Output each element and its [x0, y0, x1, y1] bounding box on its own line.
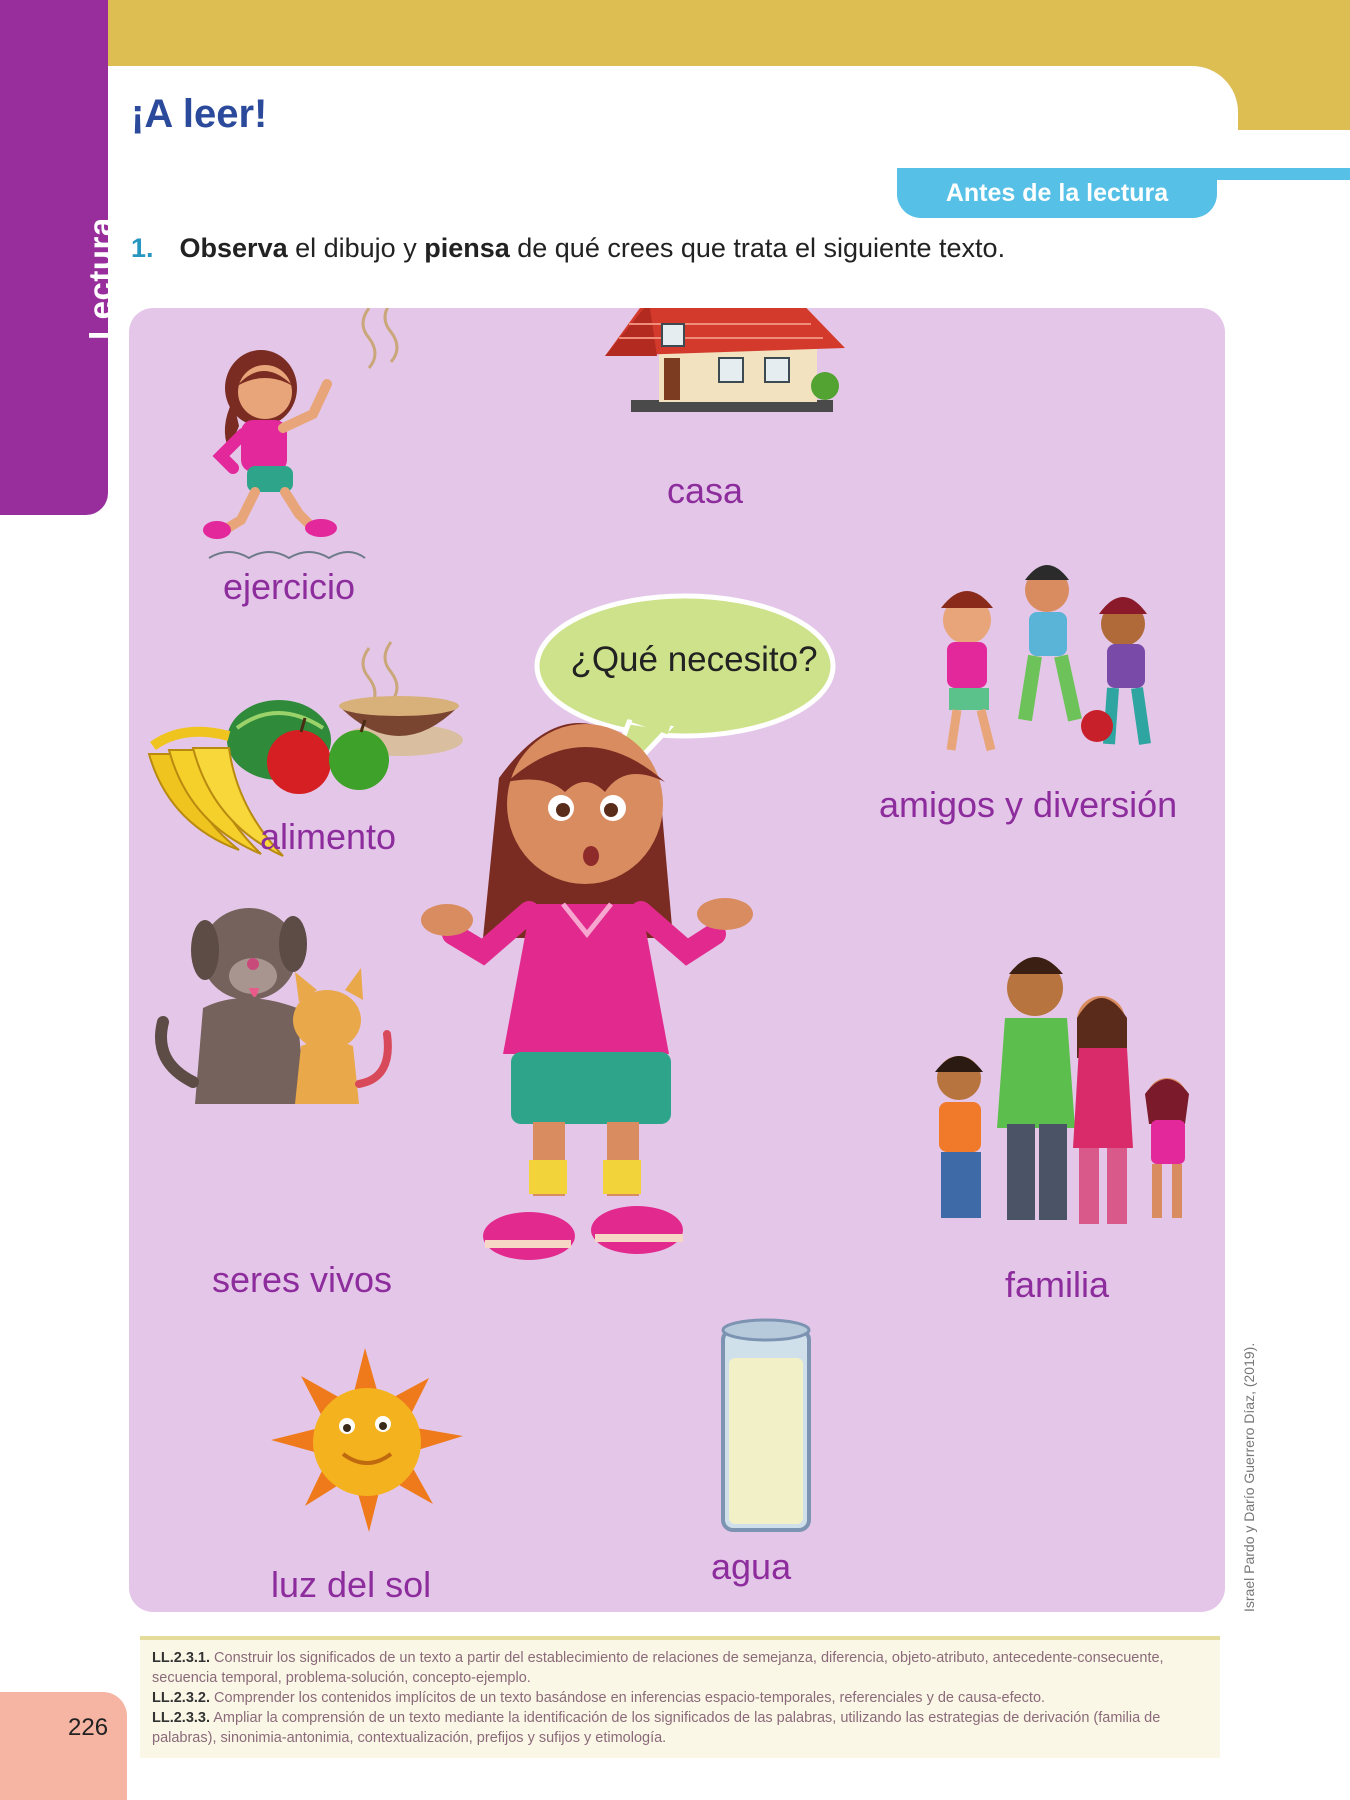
skill-code: LL.2.3.1.: [152, 1650, 211, 1666]
instruction-text-2: de qué crees que trata el siguiente texto.: [509, 233, 1006, 263]
pets-illustration: [161, 908, 388, 1104]
section-banner-line: [1210, 168, 1350, 180]
label-seres-vivos: seres vivos: [212, 1259, 393, 1300]
section-banner: Antes de la lectura: [897, 168, 1217, 218]
instruction-number: 1.: [131, 233, 154, 263]
instruction-verb-observa: Observa: [179, 233, 288, 263]
thinking-girl-illustration: [421, 723, 753, 1260]
illustration-panel: [129, 308, 1225, 1612]
skill-code: LL.2.3.2.: [152, 1690, 211, 1706]
instruction-verb-piensa: piensa: [424, 233, 510, 263]
skill-text: Comprender los contenidos implícitos de un texto basándose en inferencias espacio-temporales, referenciales y de causa-efecto.: [210, 1690, 1046, 1706]
instruction-text-1: el dibujo y: [287, 233, 425, 263]
skill-item: [152, 1688, 1208, 1708]
label-familia: familia: [1005, 1264, 1110, 1305]
label-amigos-y-diversion: amigos y diversión: [879, 784, 1178, 825]
skill-text: Ampliar la comprensión de un texto mediante la identificación de los significados de las palabras, utilizando las estrategias de derivación (familia de palabras), sinonimia-antonimia, contextualización, prefijos y sufijos y etimología.: [152, 1710, 1161, 1746]
label-luz-del-sol: luz del sol: [271, 1564, 432, 1605]
food-illustration: [363, 308, 397, 368]
skill-item: [152, 1708, 1208, 1748]
sun-illustration: [271, 1348, 463, 1532]
page-number: 226: [68, 1714, 109, 1741]
section-side-tab-label: Lectura: [82, 217, 119, 340]
friends-illustration: [941, 565, 1147, 750]
page-title: ¡A leer!: [131, 92, 268, 136]
label-agua: agua: [711, 1546, 792, 1587]
skill-text: Construir los significados de un texto a partir del establecimiento de relaciones de semejanza, diferencia, objeto-atributo, antecedente-consecuente, secuencia temporal, problema-solución, concepto-ejemplo.: [152, 1650, 1164, 1686]
glass-illustration: [723, 1320, 809, 1530]
illustration-credit: Israel Pardo y Darío Guerrero Díaz, (2019).: [1241, 1342, 1257, 1612]
speech-bubble-text: ¿Qué necesito?: [570, 640, 818, 679]
label-ejercicio: ejercicio: [223, 566, 356, 607]
skill-item: [152, 1648, 1208, 1688]
label-alimento: alimento: [260, 816, 397, 857]
skills-footer: [140, 1636, 1220, 1758]
house-illustration: [605, 308, 845, 412]
family-illustration: [935, 957, 1189, 1224]
activity-instruction: [131, 233, 1005, 264]
page-number-box: [0, 1692, 127, 1800]
running-girl-illustration: [203, 350, 365, 558]
skill-code: LL.2.3.3.: [152, 1710, 211, 1726]
label-casa: casa: [667, 470, 744, 511]
